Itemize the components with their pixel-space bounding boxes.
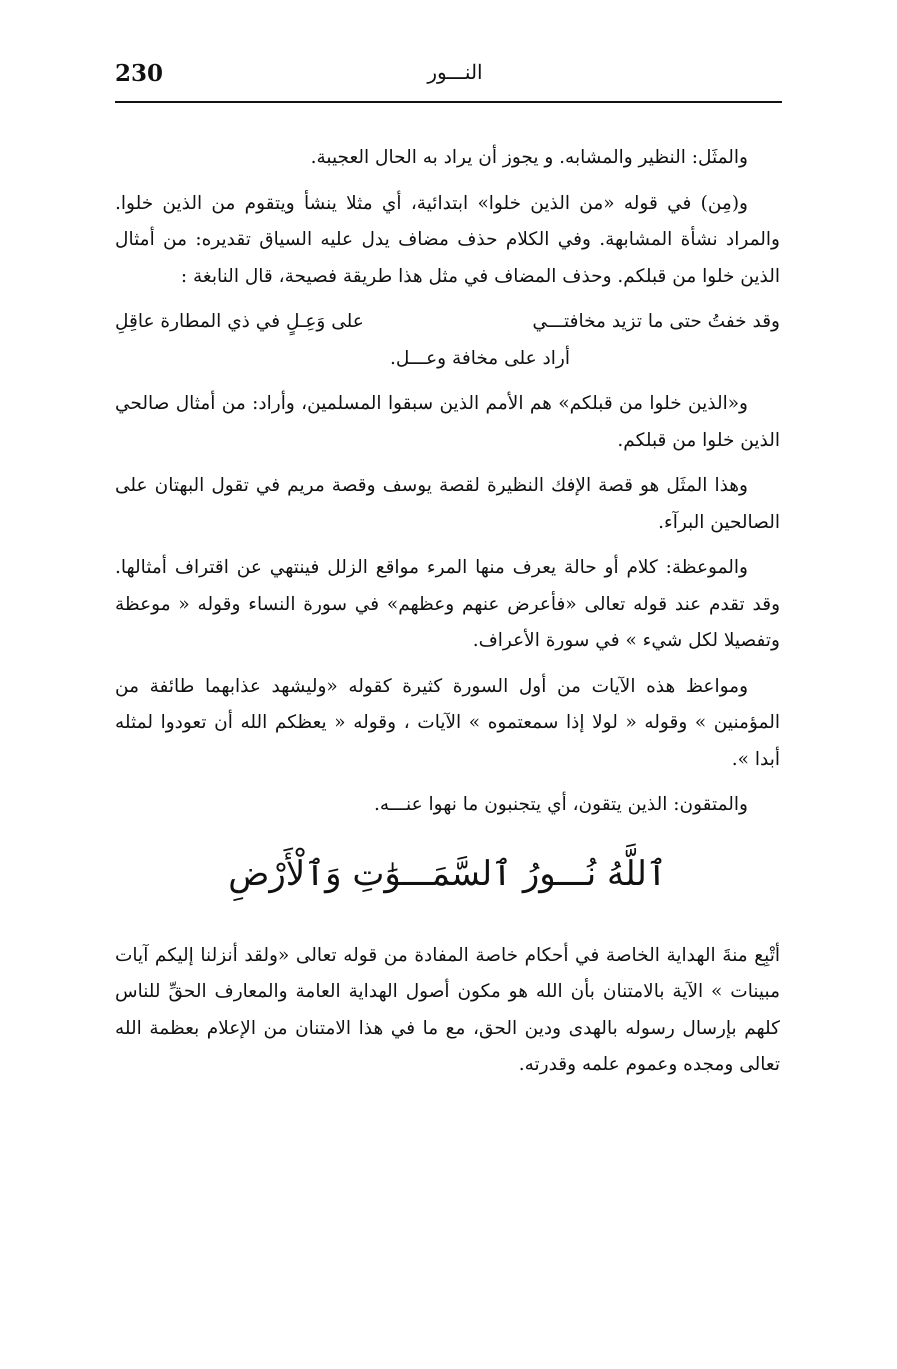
paragraph-mawa-iz: ومواعظ هذه الآيات من أول السورة كثيرة كقوله «وليشهد عذابهما طائفة من المؤمنين » وقوله « لولا إذا سمعتموه » الآيات ، وقوله « يعظكم الله أن تعودوا لمثله أبدا ». xyxy=(115,675,780,770)
paragraph-min-explanation: و(مِن) في قوله «من الذين خلوا» ابتدائية، أي مثلا ينشأ ويتقوم من الذين خلوا. والمراد نشأة المشابهة. وفي الكلام حذف مضاف يدل عليه السياق تقديره: من أمثال الذين خلوا من قبلكم. وحذف المضاف في مثل هذا طريقة فصيحة، قال النابغة : xyxy=(115,192,780,287)
verse-second-hemistich: على وَعِـلٍ في ذي المطارة عاقِلِ xyxy=(115,311,364,332)
quran-verse-heading: ٱللَّهُ نُـــورُ ٱلسَّمَـــوَٰتِ وَٱلْأَرْضِ xyxy=(228,853,667,894)
page-header xyxy=(115,60,782,98)
paragraph-hidaya: أتْبِع منةَ الهداية الخاصة في أحكام خاصة المفادة من قوله تعالى «ولقد أنزلنا إليكم آيات مبينات » الآية بالامتنان بأن الله هو مكون أصول الهداية العامة والمعارف الحقِّ للناس كلهم بإرسال رسوله بالهدى ودين الحق، مع ما في هذا الامتنان من الإعلام بعظمة الله تعالى ومجده وعموم علمه وقدرته. xyxy=(115,944,780,1075)
paragraph-mathal-definition: والمثَل: النظير والمشابه. و يجوز أن يراد به الحال العجيبة. xyxy=(310,147,748,168)
page-number: 230 xyxy=(115,60,164,87)
paragraph-maw-iza: والموعظة: كلام أو حالة يعرف منها المرء مواقع الزلل فينتهي عن اقتراف أمثالها. وقد تقدم عند قوله تعالى «فأعرض عنهم وعظهم» في سورة النساء وقوله « موعظة وتفصيلا لكل شيء » في سورة الأعراف. xyxy=(115,557,780,651)
running-title: النـــور xyxy=(427,60,483,84)
verse-first-hemistich: وقد خفتُ حتى ما تزيد مخافتـــي xyxy=(532,311,780,332)
paragraph-muttaqun: والمتقون: الذين يتقون، أي يتجنبون ما نهوا عنـــه. xyxy=(373,794,748,815)
header-rule xyxy=(115,101,782,103)
page-body xyxy=(115,140,780,1093)
paragraph-predecessors: و«الذين خلوا من قبلكم» هم الأمم الذين سبقوا المسلمين، وأراد: من أمثال صالحي الذين خلوا من قبلكم. xyxy=(115,393,780,451)
verse-note: أراد على مخافة وعـــل. xyxy=(389,347,570,369)
paragraph-ifk-story: وهذا المثَل هو قصة الإفك النظيرة لقصة يوسف وقصة مريم في تقول البهتان على الصالحين البرآء. xyxy=(115,475,780,533)
poetry-verse xyxy=(115,304,780,341)
